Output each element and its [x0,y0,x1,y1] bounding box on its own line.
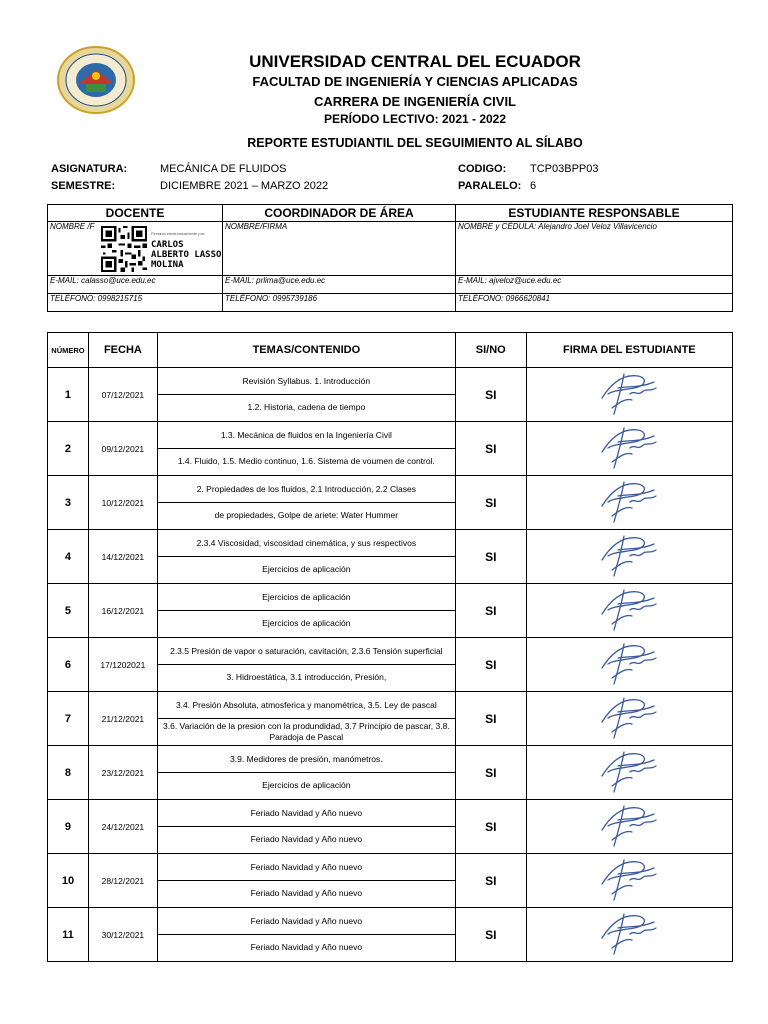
table-row [48,746,733,800]
paralelo-value: 6 [530,180,537,192]
estudiante-firma-label: NOMBRE y CÉDULA: Alejandro Joel Veloz Villavicencio [458,222,657,231]
report-title: REPORTE ESTUDIANTIL DEL SEGUIMIENTO AL SÍLABO [247,136,583,150]
student-signature-icon [594,908,664,956]
row-topic-2: 1.2. Historia, cadena de tiempo [247,402,366,413]
row-topic-1: Revisión Syllabus. 1. Introducción [158,369,455,395]
row-sino: SI [455,368,526,422]
row-number: 2 [48,422,89,476]
row-topic-2: de propiedades, Golpe de ariete: Water Hummer [214,510,399,521]
docente-header: DOCENTE [48,205,223,222]
row-signature [526,530,732,584]
row-topics [157,476,455,530]
row-number: 10 [48,854,89,908]
row-topic-1: Ejercicios de aplicación [158,585,455,611]
table-row [48,638,733,692]
header-numero: NÚMERO [48,333,89,368]
row-topic-1: 3.9. Medidores de presión, manómetros. [158,747,455,773]
table-row [48,368,733,422]
row-date: 28/12/2021 [88,854,157,908]
row-topics [157,368,455,422]
row-signature [526,638,732,692]
row-topic-2: Ejercicios de aplicación [262,564,351,575]
row-sino: SI [455,530,526,584]
row-topic-2: 3.6. Variación de la presion con la produndidad, 3.7 Principio de pascar, 3.8. Paradoja de Pascal [163,721,450,742]
coordinador-phone: TELÉFONO: 0995739186 [223,294,456,312]
row-signature [526,476,732,530]
header-sino: SI/NO [455,333,526,368]
university-seal-icon [56,46,136,114]
people-table [47,204,733,312]
student-signature-icon [594,638,664,686]
row-topic-1: Feriado Navidad y Año nuevo [158,909,455,935]
row-number: 6 [48,638,89,692]
period-title: PERÍODO LECTIVO: 2021 - 2022 [323,112,507,126]
row-signature [526,908,732,962]
row-date: 16/12/2021 [88,584,157,638]
row-date: 23/12/2021 [88,746,157,800]
table-row [48,800,733,854]
esign-name-line-2: ALBERTO LASSO [151,250,222,260]
row-topics [157,908,455,962]
student-signature-icon [594,422,664,470]
row-topic-2: Feriado Navidad y Año nuevo [250,888,363,899]
row-number: 5 [48,584,89,638]
row-date: 24/12/2021 [88,800,157,854]
docente-email: E-MAIL: calasso@uce.edu.ec [48,276,223,294]
semestre-value: DICIEMBRE 2021 – MARZO 2022 [160,180,329,192]
row-date: 21/12/2021 [88,692,157,746]
student-signature-icon [594,746,664,794]
student-signature-icon [594,584,664,632]
codigo-label: CODIGO: [458,163,507,175]
estudiante-phone: TELÉFONO: 0966620841 [456,294,733,312]
row-topic-1: 1.3. Mecánica de fluidos en la Ingeniería Civil [158,423,455,449]
career-title: CARRERA DE INGENIERÍA CIVIL [314,94,516,109]
row-number: 8 [48,746,89,800]
row-signature [526,584,732,638]
syllabus-tracking-table [47,332,733,962]
row-sino: SI [455,692,526,746]
table-row [48,422,733,476]
row-topics [157,800,455,854]
docente-firma-label: NOMBRE /F [50,222,95,231]
table-row [48,584,733,638]
row-number: 7 [48,692,89,746]
student-signature-icon [594,854,664,902]
row-date: 14/12/2021 [88,530,157,584]
row-sino: SI [455,746,526,800]
row-topic-1: Feriado Navidad y Año nuevo [158,801,455,827]
row-topics [157,746,455,800]
row-topic-1: Feriado Navidad y Año nuevo [158,855,455,881]
row-sino: SI [455,476,526,530]
row-topic-2: Feriado Navidad y Año nuevo [250,834,363,845]
estudiante-firma-cell [456,222,733,276]
qr-code-icon [101,226,147,272]
row-date: 30/12/2021 [88,908,157,962]
row-number: 9 [48,800,89,854]
row-topic-2: 3. Hidroestática, 3.1 introducción, Presión, [226,672,387,683]
row-signature [526,692,732,746]
row-signature [526,368,732,422]
row-number: 11 [48,908,89,962]
faculty-title: FACULTAD DE INGENIERÍA Y CIENCIAS APLICADAS [252,74,578,89]
row-number: 3 [48,476,89,530]
header-fecha: FECHA [88,333,157,368]
docente-esign-name [151,240,221,270]
estudiante-email: E-MAIL: ajveloz@uce.edu.ec [456,276,733,294]
estudiante-header: ESTUDIANTE RESPONSABLE [456,205,733,222]
table-row [48,530,733,584]
row-topic-2: Ejercicios de aplicación [262,780,351,791]
student-signature-icon [594,476,664,524]
header-temas: TEMAS/CONTENIDO [157,333,455,368]
row-topics [157,584,455,638]
asignatura-value: MECÁNICA DE FLUIDOS [160,163,287,175]
table-row [48,908,733,962]
row-topic-2: 1.4. Fluido, 1.5. Medio continuo, 1.6. Sistema de voumen de control. [177,456,435,467]
row-signature [526,800,732,854]
semestre-label: SEMESTRE: [51,180,116,192]
row-topics [157,422,455,476]
row-topic-1: 2. Propiedades de los fluidos, 2.1 Introducción, 2.2 Clases [158,477,455,503]
row-signature [526,746,732,800]
row-topic-2: Ejercicios de aplicación [262,618,351,629]
table-row [48,854,733,908]
row-date: 09/12/2021 [88,422,157,476]
row-topics [157,854,455,908]
row-date: 10/12/2021 [88,476,157,530]
row-signature [526,422,732,476]
coordinador-header: COORDINADOR DE ÁREA [223,205,456,222]
university-title: UNIVERSIDAD CENTRAL DEL ECUADOR [249,52,581,71]
row-signature [526,854,732,908]
row-topics [157,530,455,584]
student-signature-icon [594,692,664,740]
row-number: 1 [48,368,89,422]
student-signature-icon [594,368,664,416]
row-topic-2: Feriado Navidad y Año nuevo [250,942,363,953]
row-topics [157,638,455,692]
row-topics [157,692,455,746]
row-date: 07/12/2021 [88,368,157,422]
coordinador-email: E-MAIL: prlima@uce.edu.ec [223,276,456,294]
row-sino: SI [455,854,526,908]
row-sino: SI [455,422,526,476]
row-topic-1: 2.3.4 Viscosidad, viscosidad cinemática, y sus respectivos [158,531,455,557]
row-date: 17/1202021 [88,638,157,692]
row-sino: SI [455,638,526,692]
paralelo-label: PARALELO: [458,180,522,192]
esign-name-line-3: MOLINA [151,260,184,270]
row-topic-1: 2.3.5 Presión de vapor o saturación, cavitación, 2.3.6 Tensión superficial [158,639,455,665]
row-topic-1: 3.4. Presión Absoluta, atmosferica y manométrica, 3.5. Ley de pascal [158,693,455,719]
asignatura-label: ASIGNATURA: [51,163,128,175]
row-sino: SI [455,584,526,638]
esign-caption: Firmado electrónicamente por: [151,231,206,236]
table-row [48,476,733,530]
row-number: 4 [48,530,89,584]
row-sino: SI [455,800,526,854]
student-signature-icon [594,530,664,578]
row-sino: SI [455,908,526,962]
student-signature-icon [594,800,664,848]
codigo-value: TCP03BPP03 [530,163,599,175]
header-firma: FIRMA DEL ESTUDIANTE [526,333,732,368]
coordinador-firma-label: NOMBRE/FIRMA [225,222,288,231]
table-row [48,692,733,746]
esign-name-line-1: CARLOS [151,240,184,250]
docente-phone: TELÉFONO: 0998215715 [48,294,223,312]
coordinador-firma-cell [223,222,456,276]
